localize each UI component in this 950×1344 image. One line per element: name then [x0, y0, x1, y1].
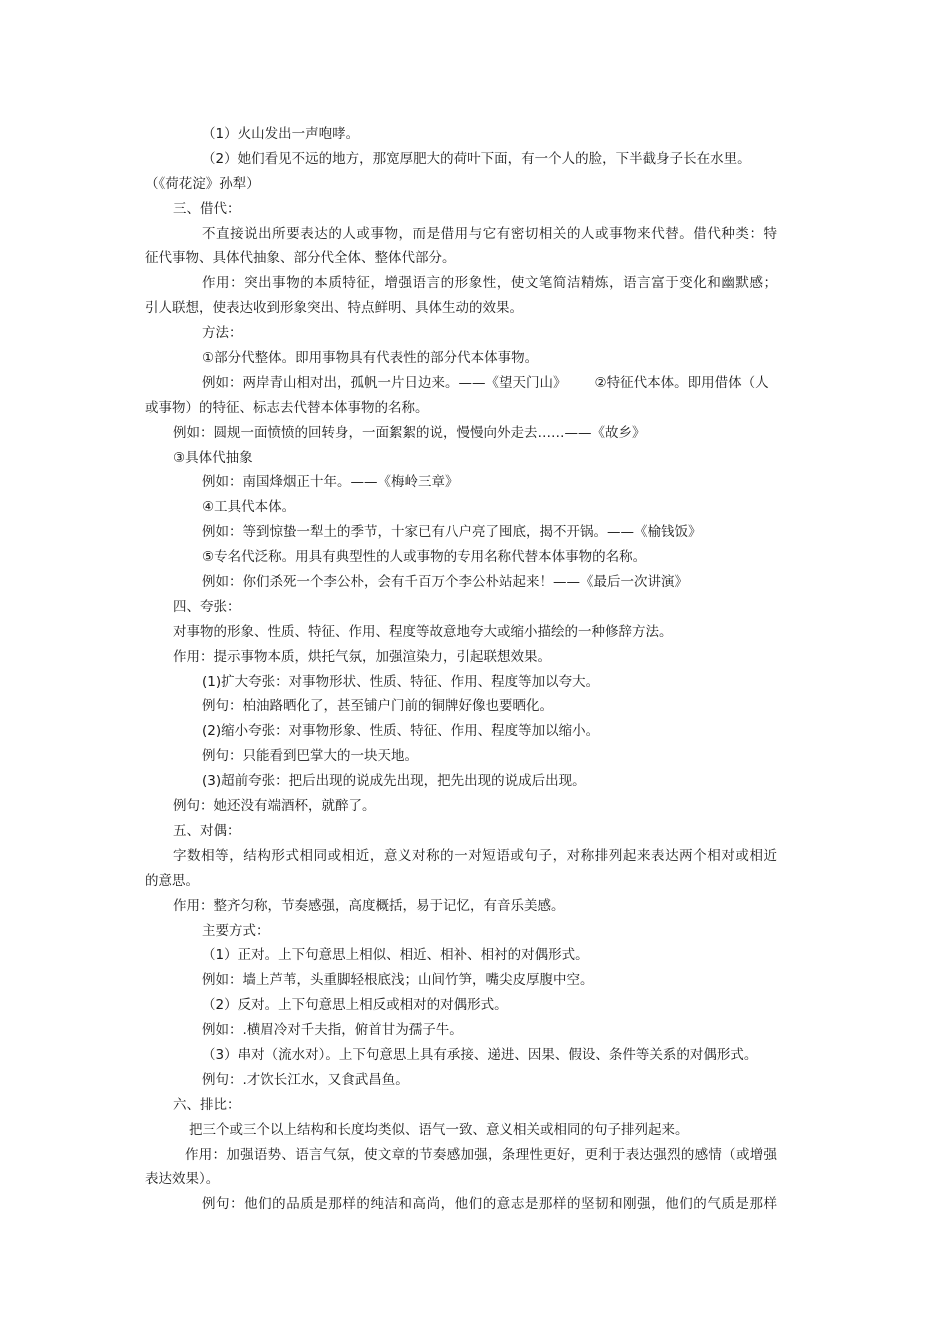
example-text: 例如：两岸青山相对出，孤帆一片日边来。——《望天门山》 — [202, 374, 567, 391]
text-line: 例如：墙上芦苇，头重脚轻根底浅；山间竹笋，嘴尖皮厚腹中空。 — [202, 972, 594, 989]
text-line: ⑤专名代泛称。用具有典型性的人或事物的专用名称代替本体事物的名称。 — [202, 549, 647, 566]
text-line: ③具体代抽象 — [173, 449, 253, 466]
text-line: （2）她们看见不远的地方，那宽厚肥大的荷叶下面，有一个人的脸，下半截身子长在水里。 — [202, 150, 751, 167]
text-line: （1）火山发出一声咆哮。 — [202, 126, 360, 142]
text-line — [145, 371, 777, 396]
text-line: 例句：他们的品质是那样的纯洁和高尚，他们的意志是那样的坚韧和刚强，他们的气质是那样 — [202, 1196, 777, 1213]
text-line: （2）反对。上下句意思上相反或相对的对偶形式。 — [202, 997, 508, 1014]
text-line: 字数相等，结构形式相同或相近，意义对称的一对短语或句子，对称排列起来表达两个相对或相近 — [173, 847, 777, 864]
text-line: 例句：柏油路晒化了，甚至铺户门前的铜牌好像也要晒化。 — [202, 698, 553, 715]
text-line: 例句：.才饮长江水，又食武昌鱼。 — [202, 1071, 409, 1088]
text-line: 的意思。 — [145, 872, 199, 889]
text-line: 或事物）的特征、标志去代替本体事物的名称。 — [145, 399, 429, 416]
text-line: 例如：等到惊蛰一犁土的季节，十家已有八户亮了囤底，揭不开锅。——《榆钱饭》 — [202, 524, 702, 541]
text-line: (1)扩大夸张：对事物形状、性质、特征、作用、程度等加以夸大。 — [202, 673, 600, 690]
text-line: 主要方式： — [202, 922, 270, 939]
text-line: 把三个或三个以上结构和长度均类似、语气一致、意义相关或相同的句子排列起来。 — [189, 1121, 689, 1138]
text-line: （《荷花淀》孙犁） — [145, 175, 260, 192]
text-line: ①部分代整体。即用事物具有代表性的部分代本体事物。 — [202, 350, 539, 367]
text-line: 例如：.横眉冷对千夫指，俯首甘为孺子牛。 — [202, 1022, 463, 1039]
text-line: 引人联想，使表达收到形象突出、特点鲜明、具体生动的效果。 — [145, 300, 523, 317]
text-line: 例如：圆规一面愤愤的回转身，一面絮絮的说，慢慢向外走去……——《故乡》 — [173, 424, 646, 441]
text-line: （3）串对（流水对）。上下句意思上具有承接、递进、因果、假设、条件等关系的对偶形式。 — [202, 1046, 758, 1063]
text-line: 例如：你们杀死一个李公朴，会有千百万个李公朴站起来！——《最后一次讲演》 — [202, 574, 688, 591]
text-line: 例句：只能看到巴掌大的一块天地。 — [202, 748, 418, 765]
method-text: ②特征代本体。即用借体（人 — [594, 374, 769, 391]
text-line: 作用：提示事物本质，烘托气氛，加强渲染力，引起联想效果。 — [173, 648, 551, 665]
section-heading: 四、夸张： — [173, 598, 241, 615]
text-line: (2)缩小夸张：对事物形象、性质、特征、作用、程度等加以缩小。 — [202, 723, 600, 740]
text-line: 作用：整齐匀称，节奏感强，高度概括，易于记忆，有音乐美感。 — [173, 897, 565, 914]
text-line: ④工具代本体。 — [202, 499, 296, 516]
section-heading: 三、借代： — [173, 200, 241, 217]
text-line: (3)超前夸张：把后出现的说成先出现，把先出现的说成后出现。 — [202, 773, 586, 790]
text-line: 例句：她还没有端酒杯，就醉了。 — [173, 798, 376, 815]
section-heading: 五、对偶： — [173, 822, 241, 839]
text-line: 例如：南国烽烟正十年。——《梅岭三章》 — [202, 474, 459, 491]
text-line: 方法： — [202, 325, 243, 342]
text-line: 征代事物、具体代抽象、部分代全体、整体代部分。 — [145, 250, 456, 267]
text-line: 对事物的形象、性质、特征、作用、程度等故意地夸大或缩小描绘的一种修辞方法。 — [173, 623, 673, 640]
text-line: 表达效果）。 — [145, 1171, 220, 1188]
text-line: 作用：突出事物的本质特征，增强语言的形象性，使文笔简洁精炼，语言富于变化和幽默感； — [202, 275, 777, 292]
document-body — [145, 122, 777, 1217]
section-heading: 六、排比： — [173, 1096, 241, 1113]
text-line: 不直接说出所要表达的人或事物，而是借用与它有密切相关的人或事物来代替。借代种类：特 — [202, 225, 777, 242]
text-line: 作用：加强语势、语言气氛，使文章的节奏感加强，条理性更好，更利于表达强烈的感情（或增强 — [185, 1146, 777, 1163]
text-line: （1）正对。上下句意思上相似、相近、相补、相衬的对偶形式。 — [202, 947, 589, 964]
